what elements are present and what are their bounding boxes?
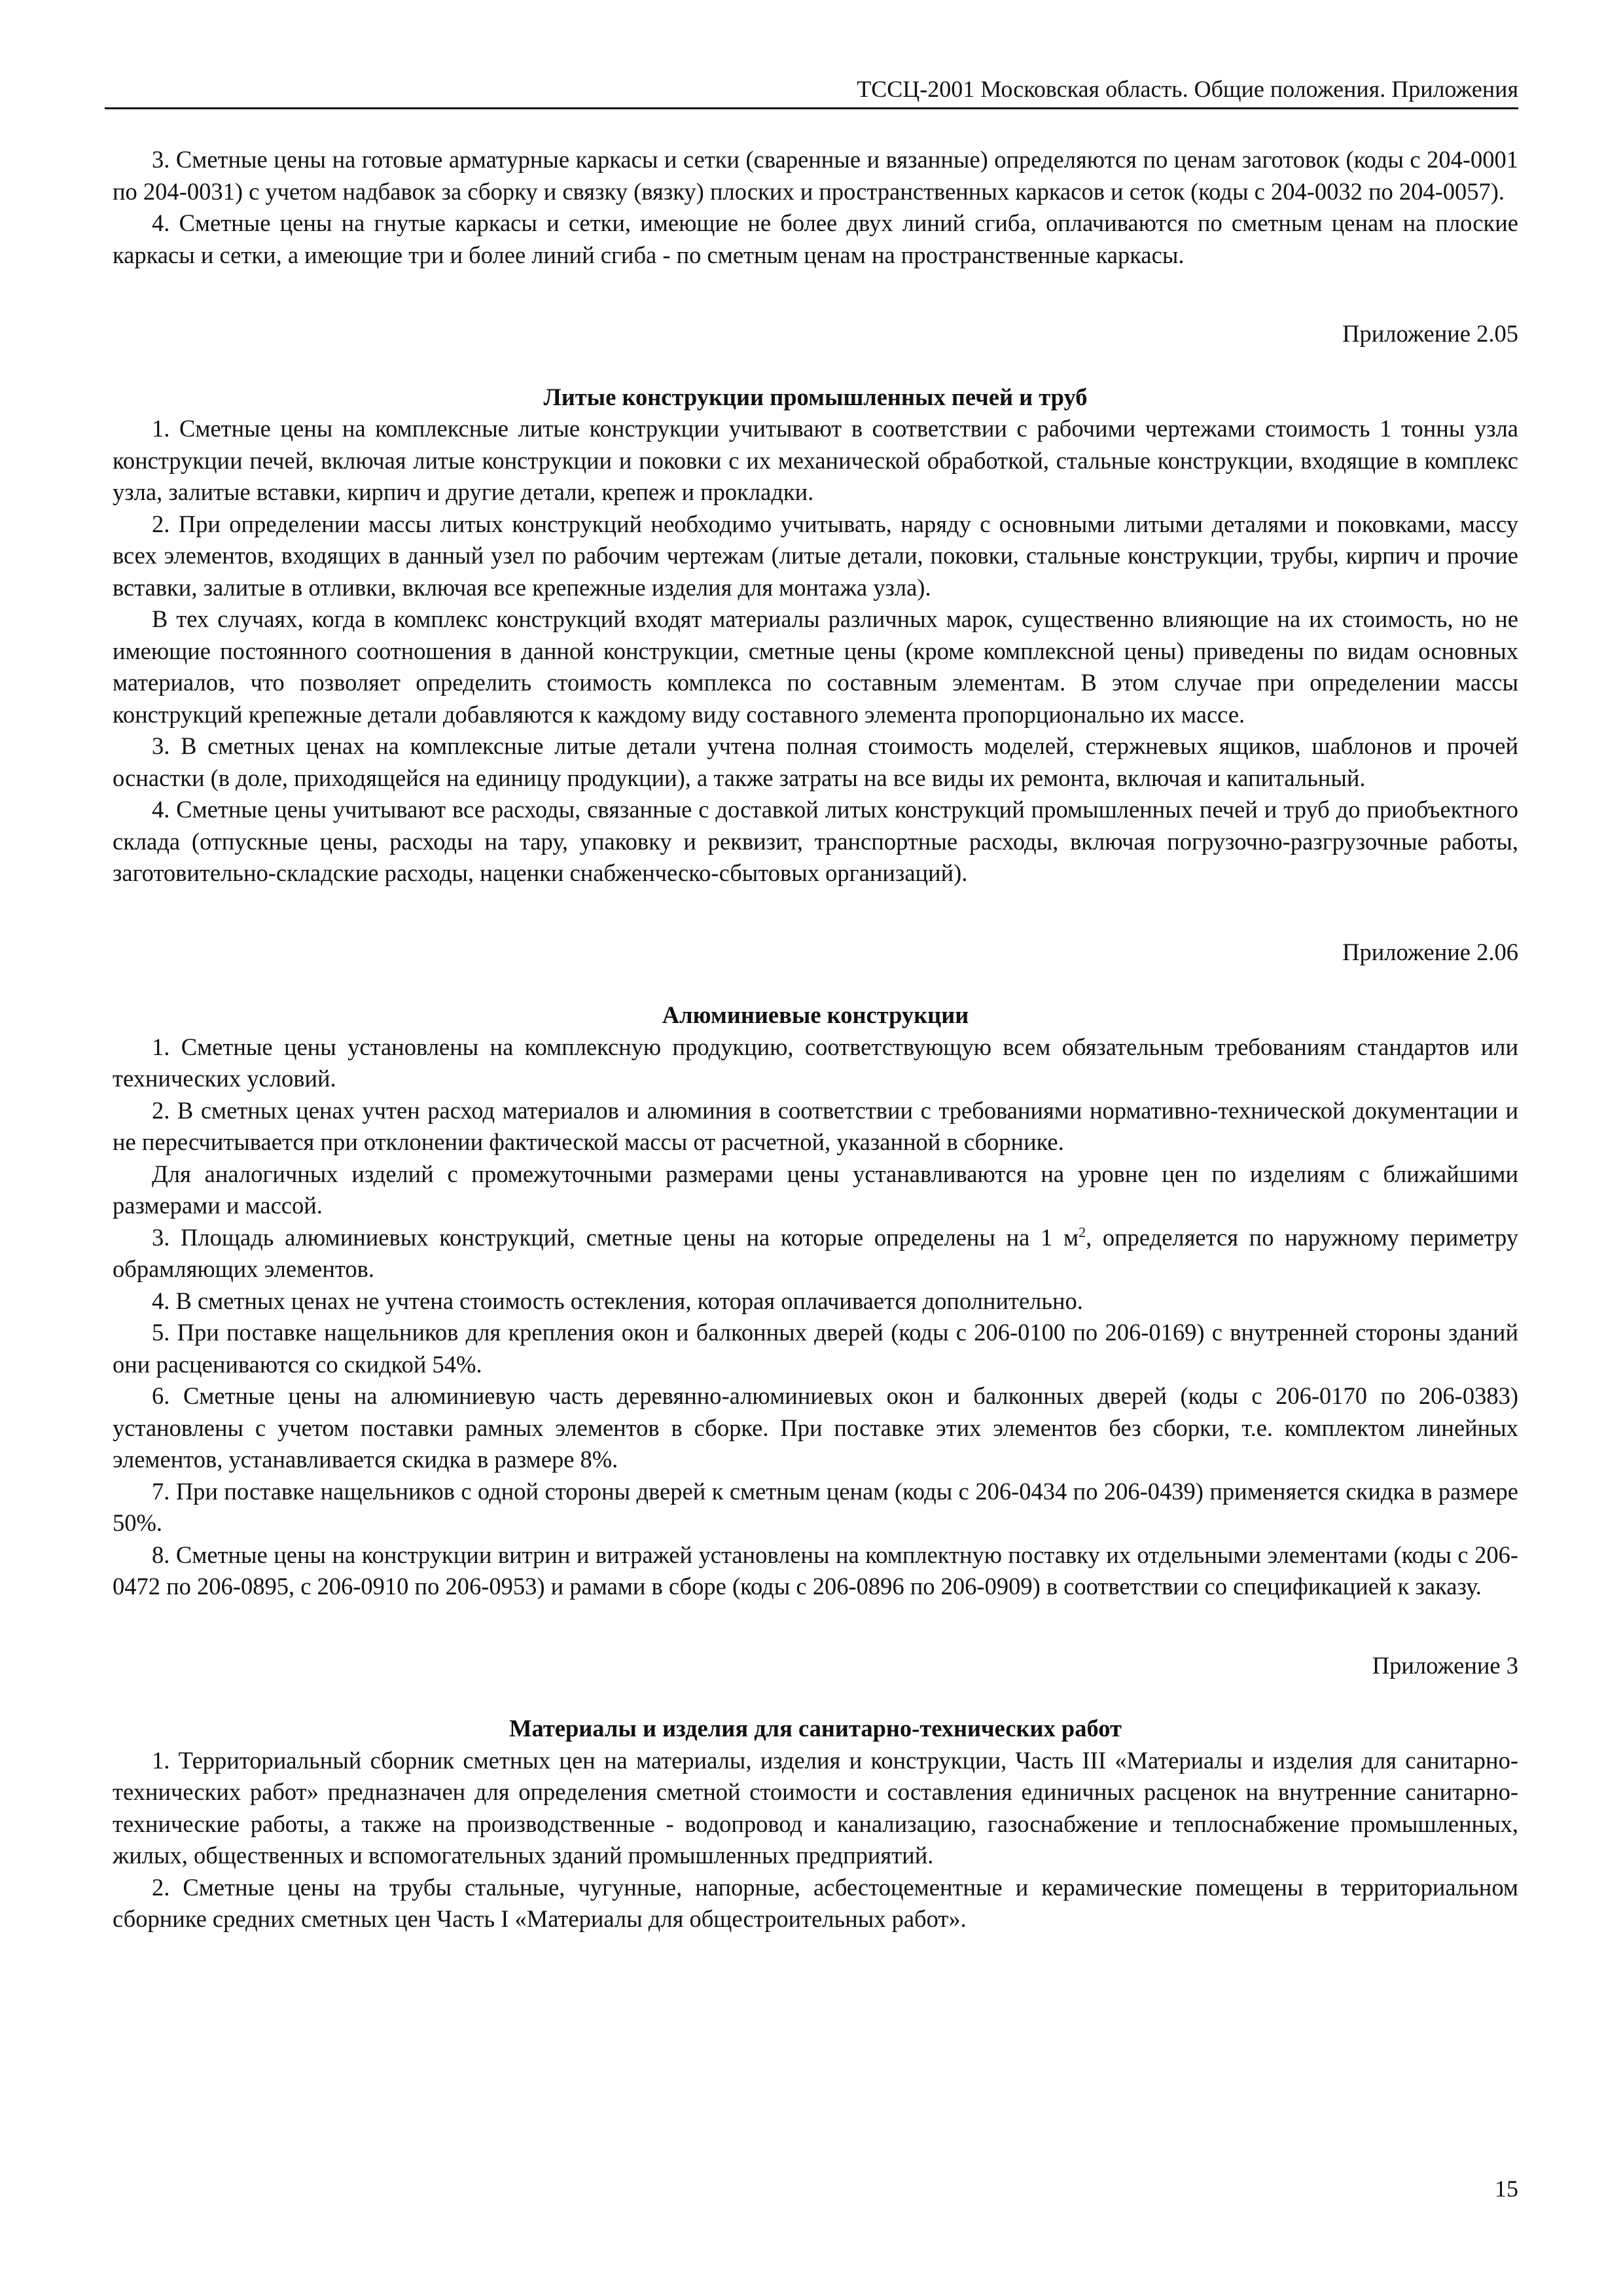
appendix-2-06-paragraph-4: 4. В сметных ценах не учтена стоимость остекления, которая оплачивается дополнительно. (152, 1287, 1083, 1314)
appendix-2-06-paragraph-3-start: 3. Площадь алюминиевых конструкций, сметные цены на которые определены на 1 м (152, 1223, 1079, 1251)
appendix-2-05-paragraph: 1. Сметные цены на комплексные литые конструкции учитывают в соответствии с рабочими чертежами стоимость 1 тонны узла конструкции печей, включая литые конструкции и поковки с их механической обработкой, стальные конструкции, входящие в комплекс узла, залитые вставки, кирпич и другие детали, крепеж и прокладки. (113, 415, 1518, 505)
appendix-2-06-title: Алюминиевые конструкции (662, 1001, 969, 1028)
appendix-2-05-paragraph: 3. В сметных ценах на комплексные литые детали учтена полная стоимость моделей, стержневых ящиков, шаблонов и прочей оснастки (в доле, приходящейся на единицу продукции), а также затраты на все виды их ремонта, включая и капитальный. (113, 732, 1518, 791)
appendix-2-06-paragraph-5: 5. При поставке нащельников для крепления окон и балконных дверей (коды с 206-0100 по 206-0169) с внутренней стороны зданий они расцениваются со скидкой 54%. (113, 1319, 1518, 1378)
appendix-2-05-label: Приложение 2.05 (1342, 320, 1518, 347)
appendix-2-06-paragraph-3 (113, 1222, 1518, 1285)
intro-paragraph-4: 4. Сметные цены на гнутые каркасы и сетки, имеющие не более двух линий сгиба, оплачиваются по сметным ценам на плоские каркасы и сетки, а имеющие три и более линий сгиба - по сметным ценам на пространственные каркасы. (113, 209, 1518, 268)
page-content (113, 144, 1518, 1935)
appendix-2-06-paragraph-6: 6. Сметные цены на алюминиевую часть деревянно-алюминиевых окон и балконных дверей (коды с 206-0170 по 206-0383) установлены с учетом поставки рамных элементов в сборке. При поставке этих элементов без сборки, т.е. комплектом линейных элементов, устанавливается скидка в размере 8%. (113, 1382, 1518, 1473)
appendix-2-06-paragraph-7: 7. При поставке нащельников с одной стороны дверей к сметным ценам (коды с 206-0434 по 206-0439) применяется скидка в размере 50%. (113, 1477, 1518, 1536)
appendix-2-05-paragraph: 2. При определении массы литых конструкций необходимо учитывать, наряду с основными литыми деталями и поковками, массу всех элементов, входящих в данный узел по рабочим чертежам (литые детали, поковки, стальные конструкции, трубы, кирпич и прочие вставки, залитые в отливки, включая все крепежные изделия для монтажа узла). (113, 510, 1518, 601)
appendix-2-05-paragraph: В тех случаях, когда в комплекс конструкций входят материалы различных марок, существенно влияющие на их стоимость, но не имеющие постоянного соотношения в данной конструкции, сметные цены (кроме комплексной цены) приведены по видам основных материалов, что позволяет определить стоимость комплекса по составным элементам. В этом случае при определении массы конструкций крепежные детали добавляются к каждому виду составного элемента пропорционально их массе. (113, 605, 1518, 728)
appendix-3-label: Приложение 3 (1372, 1651, 1518, 1679)
appendix-2-06-paragraph-3-end: , определяется по наружному периметру обрамляющих элементов. (113, 1223, 1518, 1282)
running-header: ТССЦ-2001 Московская область. Общие положения. Приложения (105, 73, 1518, 109)
square-superscript: 2 (1079, 1223, 1086, 1240)
appendix-3-paragraph-2: 2. Сметные цены на трубы стальные, чугунные, напорные, асбестоцементные и керамические помещены в территориальном сборнике средних сметных цен Часть I «Материалы для общестроительных работ». (113, 1873, 1518, 1932)
appendix-3-paragraph-1: 1. Территориальный сборник сметных цен на материалы, изделия и конструкции, Часть III «Материалы и изделия для санитарно-технических работ» предназначен для определения сметной стоимости и составления единичных расценок на внутренние санитарно-технические работы, а также на производственные - водопровод и канализацию, газоснабжение и теплоснабжение промышленных, жилых, общественных и вспомогательных зданий промышленных предприятий. (113, 1746, 1518, 1869)
appendix-2-06-paragraph-8: 8. Сметные цены на конструкции витрин и витражей установлены на комплектную поставку их отдельными элементами (коды с 206-0472 по 206-0895, с 206-0910 по 206-0953) и рамами в сборе (коды с 206-0896 по 206-0909) в соответствии со спецификацией к заказу. (113, 1541, 1518, 1600)
appendix-2-05-title: Литые конструкции промышленных печей и труб (543, 383, 1088, 410)
appendix-2-06-paragraph-2b: Для аналогичных изделий с промежуточными размерами цены устанавливаются на уровне цен по изделиям с ближайшими размерами и массой. (113, 1160, 1518, 1219)
intro-paragraph-3: 3. Сметные цены на готовые арматурные каркасы и сетки (сваренные и вязанные) определяются по ценам заготовок (коды с 204-0001 по 204-0031) с учетом надбавок за сборку и связку (вязку) плоских и пространственных каркасов и сеток (коды с 204-0032 по 204-0057). (113, 146, 1518, 205)
appendix-2-06-paragraph-2: 2. В сметных ценах учтен расход материалов и алюминия в соответствии с требованиями нормативно-технической документации и не пересчитывается при отклонении фактической массы от расчетной, указанной в сборнике. (113, 1096, 1518, 1155)
appendix-2-05-paragraph: 4. Сметные цены учитывают все расходы, связанные с доставкой литых конструкций промышленных печей и труб до приобъектного склада (отпускные цены, расходы на тару, упаковку и реквизит, транспортные расходы, включая погрузочно-разгрузочные работы, заготовительно-складские расходы, наценки снабженческо-сбытовых организаций). (113, 796, 1518, 886)
appendix-3-title: Материалы и изделия для санитарно-технических работ (509, 1715, 1122, 1742)
appendix-2-06-paragraph-1: 1. Сметные цены установлены на комплексную продукцию, соответствующую всем обязательным требованиям стандартов или технических условий. (113, 1033, 1518, 1092)
page-number: 15 (1495, 2176, 1518, 2202)
appendix-2-06-label: Приложение 2.06 (1342, 938, 1518, 965)
